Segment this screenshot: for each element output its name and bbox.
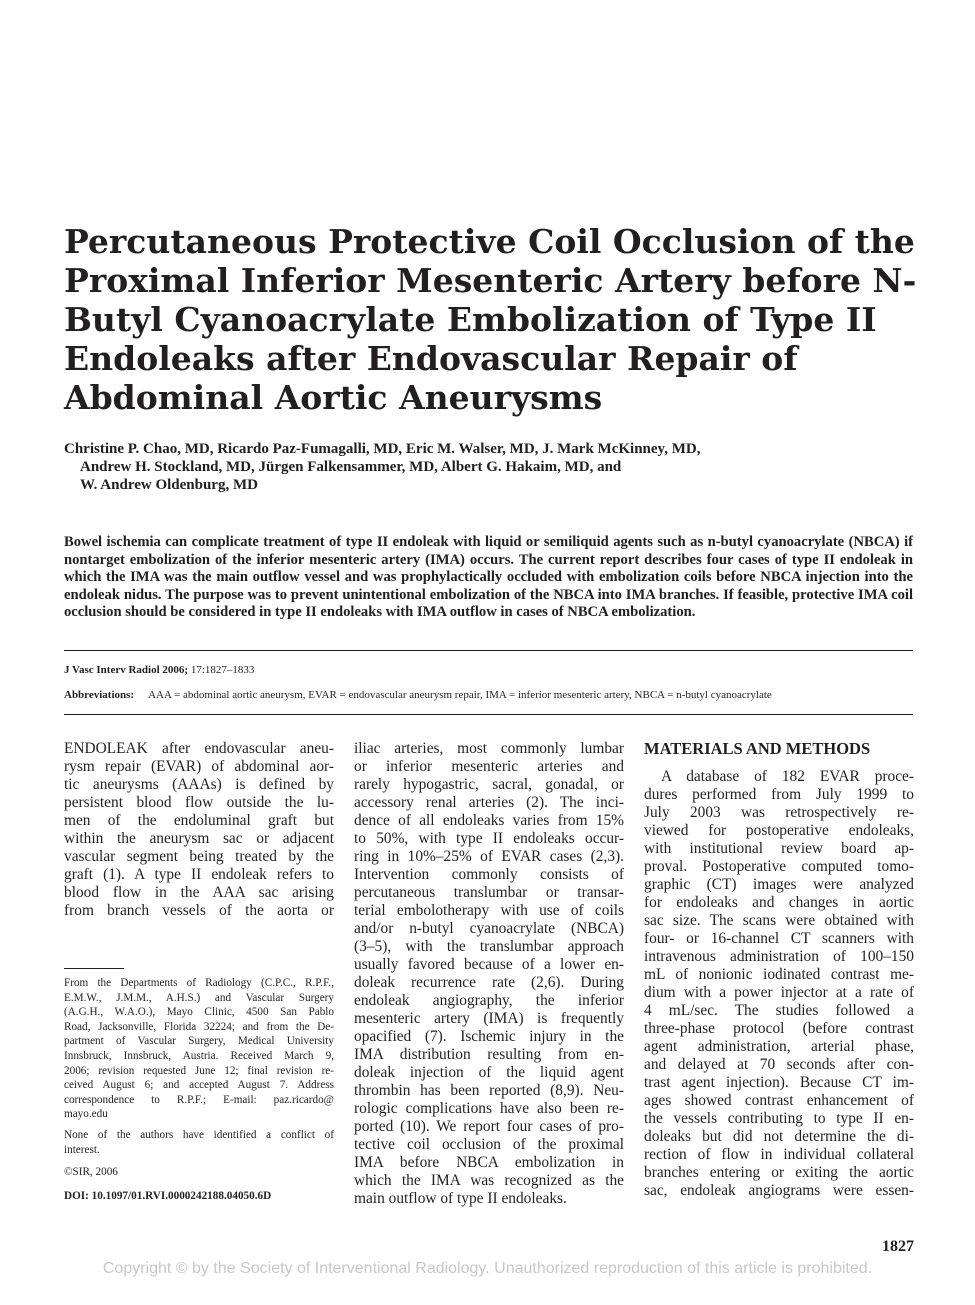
text-line: men of the endoluminal graft but — [64, 812, 334, 829]
author-line: Andrew H. Stockland, MD, Jürgen Falkensammer, MD, Albert G. Hakaim, MD, and — [80, 459, 622, 475]
text-line: iliac arteries, most commonly lumbar — [354, 740, 624, 757]
footnote-copyright — [64, 1165, 334, 1180]
title-line: Proximal Inferior Mesenteric Artery before N- — [64, 261, 917, 300]
text-line: sac size. The scans were obtained with — [644, 912, 914, 929]
title-line: Percutaneous Protective Coil Occlusion of the — [64, 222, 915, 261]
text-line: (3–5), with the translumbar approach — [354, 938, 624, 955]
text-line: opacified (7). Ischemic injury in the — [354, 1028, 624, 1045]
text-line: ages showed contrast enhancement of — [644, 1092, 914, 1109]
abbreviations — [64, 689, 913, 701]
text-line: persistent blood flow outside the lu- — [64, 794, 334, 811]
text-line: mesenteric artery (IMA) is frequently — [354, 1010, 624, 1027]
text-line: doleak recurrence rate (2,6). During — [354, 974, 624, 991]
footnote-line: partment of Vascular Surgery, Medical University — [64, 1035, 334, 1048]
text-line: rologic complications have also been re- — [354, 1100, 624, 1117]
text-line: July 2003 was retrospectively re- — [644, 804, 914, 821]
text-line: endoleak angiography, the inferior — [354, 992, 624, 1009]
text-line: trast agent injection). Because CT im- — [644, 1074, 914, 1091]
abbreviations-divider — [64, 714, 913, 715]
text-line: usually favored because of a lower en- — [354, 956, 624, 973]
footnote-conflict — [64, 1128, 334, 1157]
text-line: the vessels contributing to type II en- — [644, 1110, 914, 1127]
text-line: to 50%, with type II endoleaks occur- — [354, 830, 624, 847]
text-line: accessory renal arteries (2). The inci- — [354, 794, 624, 811]
article-title — [64, 222, 924, 417]
footnote-doi — [64, 1189, 334, 1204]
text-line: tic aneurysms (AAAs) is defined by — [64, 776, 334, 793]
text-line: ENDOLEAK after endovascular aneu- — [64, 740, 334, 757]
text-line: viewed for postoperative endoleaks, — [644, 822, 914, 839]
text-line: dence of all endoleaks varies from 15% — [354, 812, 624, 829]
citation-volume: 17:1827–1833 — [190, 664, 255, 676]
text-line: blood flow in the AAA sac arising — [64, 884, 334, 901]
page-number: 1827 — [882, 1238, 914, 1255]
text-line: dium with a power injector at a rate of — [644, 984, 914, 1001]
text-line: branches entering or exiting the aortic — [644, 1164, 914, 1181]
footnote-line: correspondence to R.P.F.; E-mail: paz.ricardo@ — [64, 1093, 334, 1106]
text-line: with institutional review board ap- — [644, 840, 914, 857]
footnote-line: None of the authors have identified a conflict of — [64, 1129, 334, 1141]
text-line: from branch vessels of the aorta or — [64, 902, 334, 919]
footnote-divider — [64, 968, 124, 969]
copyright-watermark: Copyright © by the Society of Interventional Radiology. Unauthorized reproduction of this article is prohibited. — [102, 1260, 873, 1277]
text-line: IMA distribution resulting from en- — [354, 1046, 624, 1063]
footnote-line: Innsbruck, Innsbruck, Austria. Received March 9, — [64, 1049, 334, 1062]
text-line: within the aneurysm sac or adjacent — [64, 830, 334, 847]
author-line: W. Andrew Oldenburg, MD — [80, 477, 258, 493]
text-line: ported (10). We report four cases of pro- — [354, 1118, 624, 1135]
author-list — [64, 440, 924, 494]
footnote-line: ceived August 6; and accepted August 7. Address — [64, 1079, 334, 1092]
text-line: tective coil occlusion of the proximal — [354, 1136, 624, 1153]
footnote-line: From the Departments of Radiology (C.P.C., R.P.F., — [64, 977, 334, 989]
header-divider — [64, 650, 913, 651]
text-line: IMA before NBCA embolization in — [354, 1154, 624, 1171]
text-line: thrombin has been reported (8,9). Neu- — [354, 1082, 624, 1099]
doi-link[interactable]: DOI: 10.1097/01.RVI.0000242188.04050.6D — [64, 1190, 272, 1202]
text-line: four- or 16-channel CT scanners with — [644, 930, 914, 947]
text-line: sac, endoleak angiograms were essen- — [644, 1182, 914, 1199]
body-column-1 — [64, 740, 334, 920]
abstract: Bowel ischemia can complicate treatment of type II endoleak with liquid or semiliquid agents such as n-butyl cyanoacrylate (NBCA) if nontarget embolization of the inferior mesenteric artery (IMA) occurs. The current report describes four cases of type II endoleak in which the IMA was the main outflow vessel and was prophylactically occluded with embolization coils before NBCA injection into the endoleak nidus. The purpose was to prevent unintentional embolization of the NBCA into IMA branches. If feasible, protective IMA coil occlusion should be considered in type II endoleaks with IMA outflow in cases of NBCA embolization. — [64, 534, 913, 621]
text-line: rection of flow in individual collateral — [644, 1146, 914, 1163]
text-line: dures performed from July 1999 to — [644, 786, 914, 803]
footnote-line: Road, Jacksonville, Florida 32224; and from the De- — [64, 1020, 334, 1033]
footnote-line: 2006; revision requested June 12; final revision re- — [64, 1064, 334, 1077]
text-line: 4 mL/sec. The studies followed a — [644, 1002, 914, 1019]
text-line: ring in 10%–25% of EVAR cases (2,3). — [354, 848, 624, 865]
text-line: proval. Postoperative computed tomo- — [644, 858, 914, 875]
author-line: Christine P. Chao, MD, Ricardo Paz-Fumagalli, MD, Eric M. Walser, MD, J. Mark McKinney, MD, — [64, 441, 701, 457]
footnote-line: (A.G.H., W.A.O.), Mayo Clinic, 4500 San Pablo — [64, 1006, 334, 1019]
text-line: Intervention commonly consists of — [354, 866, 624, 883]
text-line: and/or n-butyl cyanoacrylate (NBCA) — [354, 920, 624, 937]
text-line: rarely hypogastric, sacral, gonadal, or — [354, 776, 624, 793]
text-line: which the IMA was recognized as the — [354, 1172, 624, 1189]
footnote-line: interest. — [64, 1143, 100, 1156]
text-line: or inferior mesenteric arteries and — [354, 758, 624, 775]
footnote-line: E.M.W., J.M.M., A.H.S.) and Vascular Surgery — [64, 991, 334, 1004]
text-line: mL of nonionic iodinated contrast me- — [644, 966, 914, 983]
title-line: Butyl Cyanoacrylate Embolization of Type II — [64, 300, 877, 339]
text-line: agent administration, arterial phase, — [644, 1038, 914, 1055]
text-line: intravenous administration of 100–150 — [644, 948, 914, 965]
text-line: main outflow of type II endoleaks. — [354, 1190, 567, 1207]
abbreviations-text: AAA = abdominal aortic aneurysm, EVAR = endovascular aneurysm repair, IMA = inferior mesenteric artery, NBCA = n-butyl cyanoacrylate — [148, 689, 772, 701]
text-line: three-phase protocol (before contrast — [644, 1020, 914, 1037]
body-column-2 — [354, 740, 624, 1208]
section-heading: MATERIALS AND METHODS — [644, 739, 871, 758]
text-line: vascular segment being treated by the — [64, 848, 334, 865]
title-line: Abdominal Aortic Aneurysms — [64, 378, 603, 417]
title-line: Endoleaks after Endovascular Repair of — [64, 339, 798, 378]
text-line: for endoleaks and changes in aortic — [644, 894, 914, 911]
text-line: rysm repair (EVAR) of abdominal aor- — [64, 758, 334, 775]
abbreviations-label: Abbreviations: — [64, 689, 135, 701]
journal-citation — [64, 664, 254, 676]
text-line: doleak injection of the liquid agent — [354, 1064, 624, 1081]
citation-journal: J Vasc Interv Radiol 2006; — [64, 664, 189, 676]
text-line: graphic (CT) images were analyzed — [644, 876, 914, 893]
text-line: graft (1). A type II endoleak refers to — [64, 866, 334, 883]
footnote-email-link[interactable]: mayo.edu — [64, 1108, 108, 1121]
text-line: doleaks but did not determine the di- — [644, 1128, 914, 1145]
text-line: percutaneous translumbar or transar- — [354, 884, 624, 901]
copyright-line: ©SIR, 2006 — [64, 1166, 118, 1178]
body-column-3 — [644, 768, 914, 1200]
text-line: terial embolotherapy with use of coils — [354, 902, 624, 919]
text-line: and delayed at 70 seconds after con- — [644, 1056, 914, 1073]
text-line: A database of 182 EVAR proce- — [661, 768, 914, 785]
footnote-affiliation — [64, 976, 334, 1122]
